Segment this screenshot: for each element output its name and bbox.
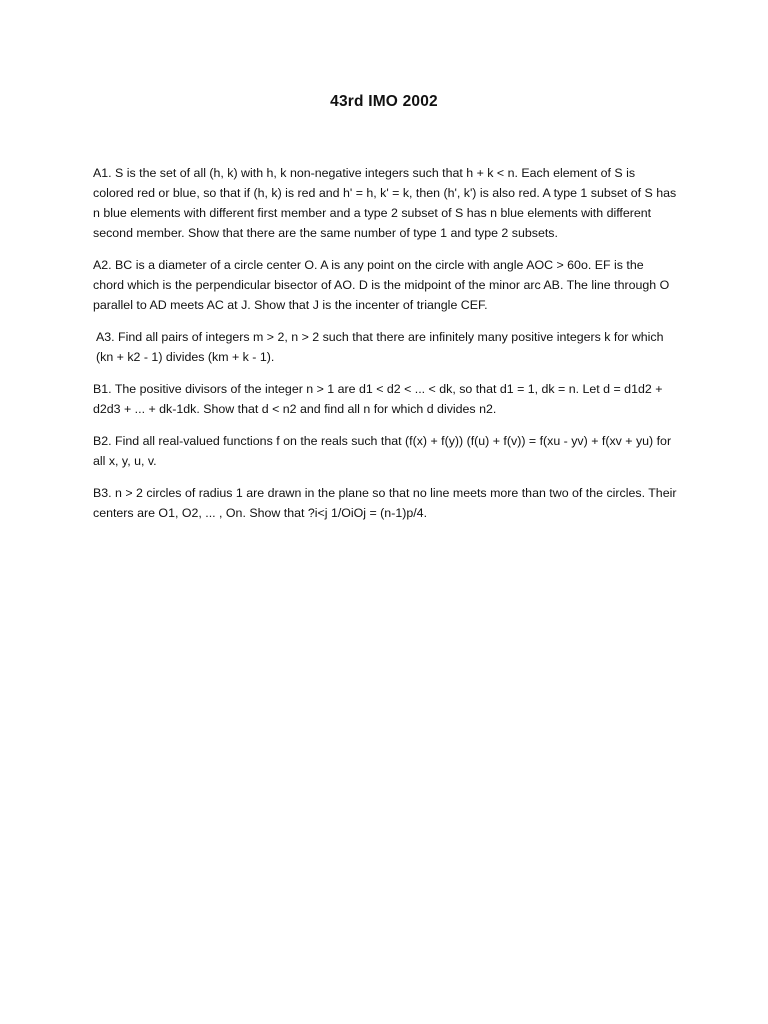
problem-b2: B2. Find all real-valued functions f on the reals such that (f(x) + f(y)) (f(u) + f(v)) = f(xu - yv) + f(xv + yu) for all x, y, u, v. <box>93 434 672 468</box>
problem-list <box>93 163 678 535</box>
problem-b3: B3. n > 2 circles of radius 1 are drawn in the plane so that no line meets more than two of the circles. Their centers are O1, O2, ... , On. Show that ?i<j 1/OiOj = (n-1)p/4. <box>93 486 677 520</box>
problem-a1: A1. S is the set of all (h, k) with h, k non-negative integers such that h + k < n. Each element of S is colored red or blue, so that if (h, k) is red and h' = h, k' = k, then (h', k') is also red. A type 1 subset of S has n blue elements with different first member and a type 2 subset of S has n blue elements with different second member. Show that there are the same number of type 1 and type 2 subsets. <box>93 166 677 240</box>
problem-b1: B1. The positive divisors of the integer n > 1 are d1 < d2 < ... < dk, so that d1 = 1, dk = n. Let d = d1d2 + d2d3 + ... + dk-1dk. Show that d < n2 and find all n for which d divides n2. <box>93 382 663 416</box>
problem-a2: A2. BC is a diameter of a circle center O. A is any point on the circle with angle AOC > 60o. EF is the chord which is the perpendicular bisector of AO. D is the midpoint of the minor arc AB. The line through O parallel to AD meets AC at J. Show that J is the incenter of triangle CEF. <box>93 258 670 312</box>
problem-a3: A3. Find all pairs of integers m > 2, n > 2 such that there are infinitely many positive integers k for which (kn + k2 - 1) divides (km + k - 1). <box>96 330 664 364</box>
page-title: 43rd IMO 2002 <box>330 93 438 110</box>
